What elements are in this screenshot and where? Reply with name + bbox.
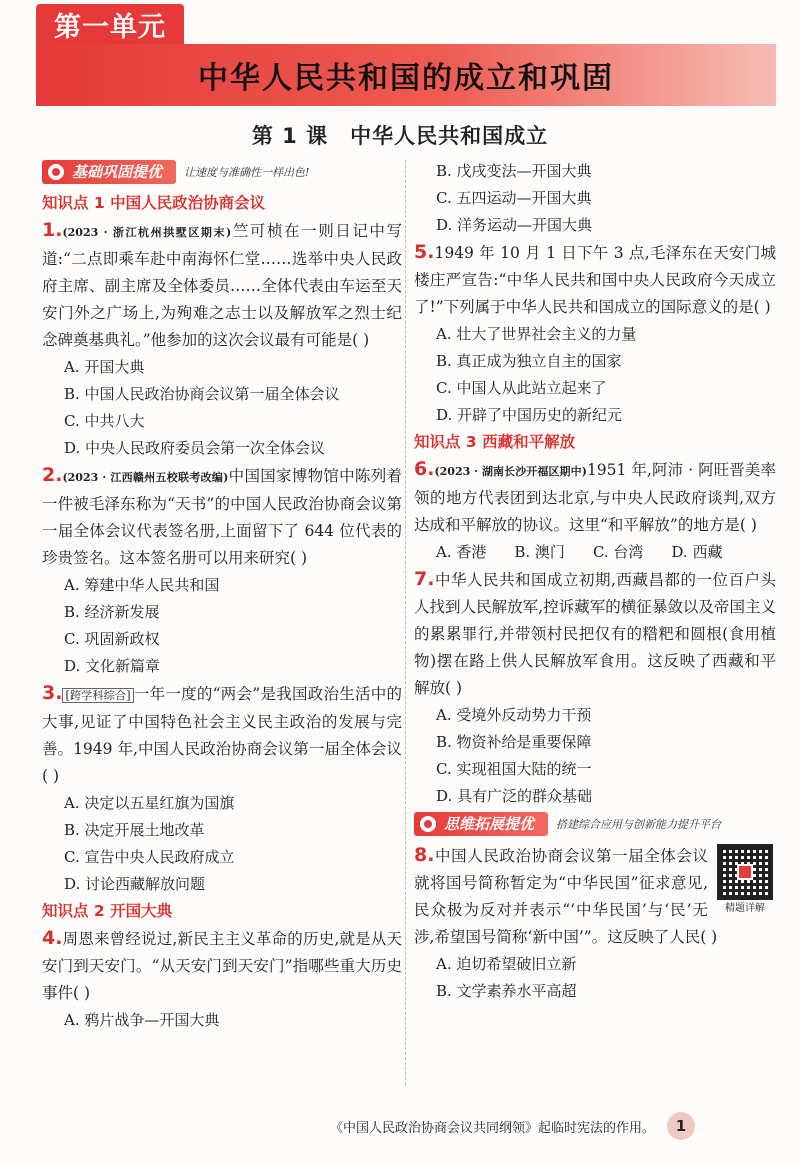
question-4 (42, 925, 402, 1007)
option-b: B. 澳门 (514, 543, 565, 561)
question-3 (42, 680, 402, 790)
option-a: A. 鸦片战争—开国大典 (64, 1011, 220, 1029)
knowledge-point-3: 知识点 3 西藏和平解放 (414, 433, 576, 451)
option-c: C. 五四运动—开国大典 (436, 189, 592, 207)
lesson-title (0, 120, 800, 150)
options-row (414, 539, 776, 566)
section-subtitle: 让速度与准确性一样出色! (184, 165, 310, 179)
unit-label: 第一单元 (54, 11, 166, 43)
question-source: (2023 · 浙江杭州拱墅区期末) (62, 226, 232, 239)
column-divider (405, 160, 406, 1085)
option-c: C. 中国人从此站立起来了 (436, 379, 607, 397)
question-number: 3. (42, 682, 63, 704)
option-d: D. 讨论西藏解放问题 (64, 875, 206, 893)
question-number: 1. (42, 219, 63, 241)
option-d: D. 洋务运动—开国大典 (436, 216, 593, 234)
question-tag: [跨学科综合] (62, 688, 133, 703)
option-b: B. 真正成为独立自主的国家 (436, 352, 622, 370)
option-a: A. 开国大典 (64, 358, 145, 376)
page-number: 1 (667, 1112, 695, 1140)
qr-caption: 精题详解 (725, 903, 765, 914)
question-7 (414, 566, 776, 702)
question-number: 2. (42, 464, 63, 486)
option-b: B. 中国人民政治协商会议第一届全体会议 (64, 385, 340, 403)
option-a: A. 受境外反动势力干预 (436, 706, 592, 724)
question-stem: 1951 年,阿沛 · 阿旺晋美率领的地方代表团到达北京,与中央人民政府谈判,双方达成和平解放的协议。这里“和平解放”的地方是( ) (414, 461, 776, 534)
option-a: A. 决定以五星红旗为国旗 (64, 794, 235, 812)
right-column (414, 158, 776, 1005)
option-b: B. 决定开展土地改革 (64, 821, 205, 839)
unit-banner (36, 44, 776, 106)
question-5 (414, 239, 776, 321)
knowledge-point-2: 知识点 2 开国大典 (42, 902, 173, 920)
option-c: C. 中共八大 (64, 412, 145, 430)
qr-code-box[interactable] (714, 844, 776, 915)
question-stem: 中国国家博物馆中陈列着一件被毛泽东称为“天书”的中国人民政治协商会议第一届全体会议代表签名册,上面留下了 644 位代表的珍贵签名。这本签名册可以用来研究( ) (42, 467, 402, 567)
option-a: A. 迫切希望破旧立新 (436, 955, 577, 973)
question-stem: 竺可桢在一则日记中写道:“二点即乘车赴中南海怀仁堂……选举中央人民政府主席、副主席及全体委员……全体代表由车运至天安门外之广场上,为殉难之志士以及解放军之烈士纪念碑奠基典礼。”他参加的这次会议最有可能是( ) (42, 222, 402, 349)
question-1 (42, 217, 402, 354)
option-a: A. 香港 (436, 543, 487, 561)
option-d: D. 具有广泛的群众基础 (436, 787, 593, 805)
option-b: B. 戊戌变法—开国大典 (436, 162, 592, 180)
question-number: 7. (414, 568, 435, 590)
unit-title: 中华人民共和国的成立和巩固 (198, 61, 614, 96)
question-stem: 周恩来曾经说过,新民主主义革命的历史,就是从天安门到天安门。“从天安门到天安门”指哪些重大历史事件( ) (42, 930, 402, 1002)
section-banner-basic (42, 160, 402, 184)
question-source: (2023 · 江西赣州五校联考改编) (62, 471, 229, 484)
option-a: A. 筹建中华人民共和国 (64, 576, 220, 594)
question-number: 6. (414, 458, 435, 480)
question-2 (42, 462, 402, 572)
question-stem: 1949 年 10 月 1 日下午 3 点,毛泽东在天安门城楼庄严宣告:“中华人民共和国中央人民政府今天成立了!”下列属于中华人民共和国成立的国际意义的是( ) (414, 244, 776, 316)
question-stem: 中华人民共和国成立初期,西藏昌都的一位百户头人找到人民解放军,控诉藏军的横征暴敛以及帝国主义的累累罪行,并带领村民把仅有的糌粑和圆根(食用植物)摆在路上供人民解放军食用。这反映了西藏和平解放( ) (414, 571, 776, 697)
option-b: B. 文学素养水平高超 (436, 982, 577, 1000)
unit-tab (36, 4, 184, 44)
knowledge-point-1: 知识点 1 中国人民政治协商会议 (42, 194, 266, 212)
option-a: A. 壮大了世界社会主义的力量 (436, 325, 637, 343)
flower-icon (420, 816, 436, 832)
left-column (42, 158, 402, 1034)
question-number: 8. (414, 844, 435, 866)
question-stem: 中国人民政治协商会议第一届全体会议就将国号简称暂定为“中华民国”征求意见,民众极为反对并表示“‘中华民国’与‘民’无涉,希望国号简称‘新中国’”。这反映了人民( ) (414, 847, 718, 946)
page-footer (330, 1112, 770, 1140)
option-d: D. 开辟了中国历史的新纪元 (436, 406, 623, 424)
section-subtitle: 搭建综合应用与创新能力提升平台 (556, 817, 722, 831)
question-number: 4. (42, 927, 63, 949)
question-6 (414, 456, 776, 539)
option-d: D. 西藏 (671, 543, 723, 561)
option-d: D. 中央人民政府委员会第一次全体会议 (64, 439, 326, 457)
section-banner-thinking (414, 812, 776, 836)
lesson-number: 第 1 课 (251, 124, 329, 148)
option-c: C. 宣告中央人民政府成立 (64, 848, 235, 866)
option-c: C. 实现祖国大陆的统一 (436, 760, 592, 778)
target-icon (48, 164, 64, 180)
option-d: D. 文化新篇章 (64, 657, 161, 675)
section-title: 基础巩固提优 (72, 163, 163, 181)
question-stem: 一年一度的“两会”是我国政治生活中的大事,见证了中国特色社会主义民主政治的发展与完善。1949 年,中国人民政治协商会议第一届全体会议( ) (42, 685, 402, 785)
option-c: C. 巩固新政权 (64, 630, 160, 648)
section-pill (414, 812, 548, 836)
section-pill (42, 160, 176, 184)
question-number: 5. (414, 241, 435, 263)
section-title: 思维拓展提优 (444, 815, 535, 833)
option-b: B. 经济新发展 (64, 603, 160, 621)
lesson-name: 中华人民共和国成立 (350, 124, 549, 148)
qr-code-icon[interactable] (717, 844, 773, 900)
option-b: B. 物资补给是重要保障 (436, 733, 592, 751)
question-source: (2023 · 湖南长沙开福区期中) (434, 465, 587, 478)
option-c: C. 台湾 (592, 543, 644, 561)
footer-note: 《中国人民政治协商会议共同纲领》起临时宪法的作用。 (330, 1120, 656, 1136)
